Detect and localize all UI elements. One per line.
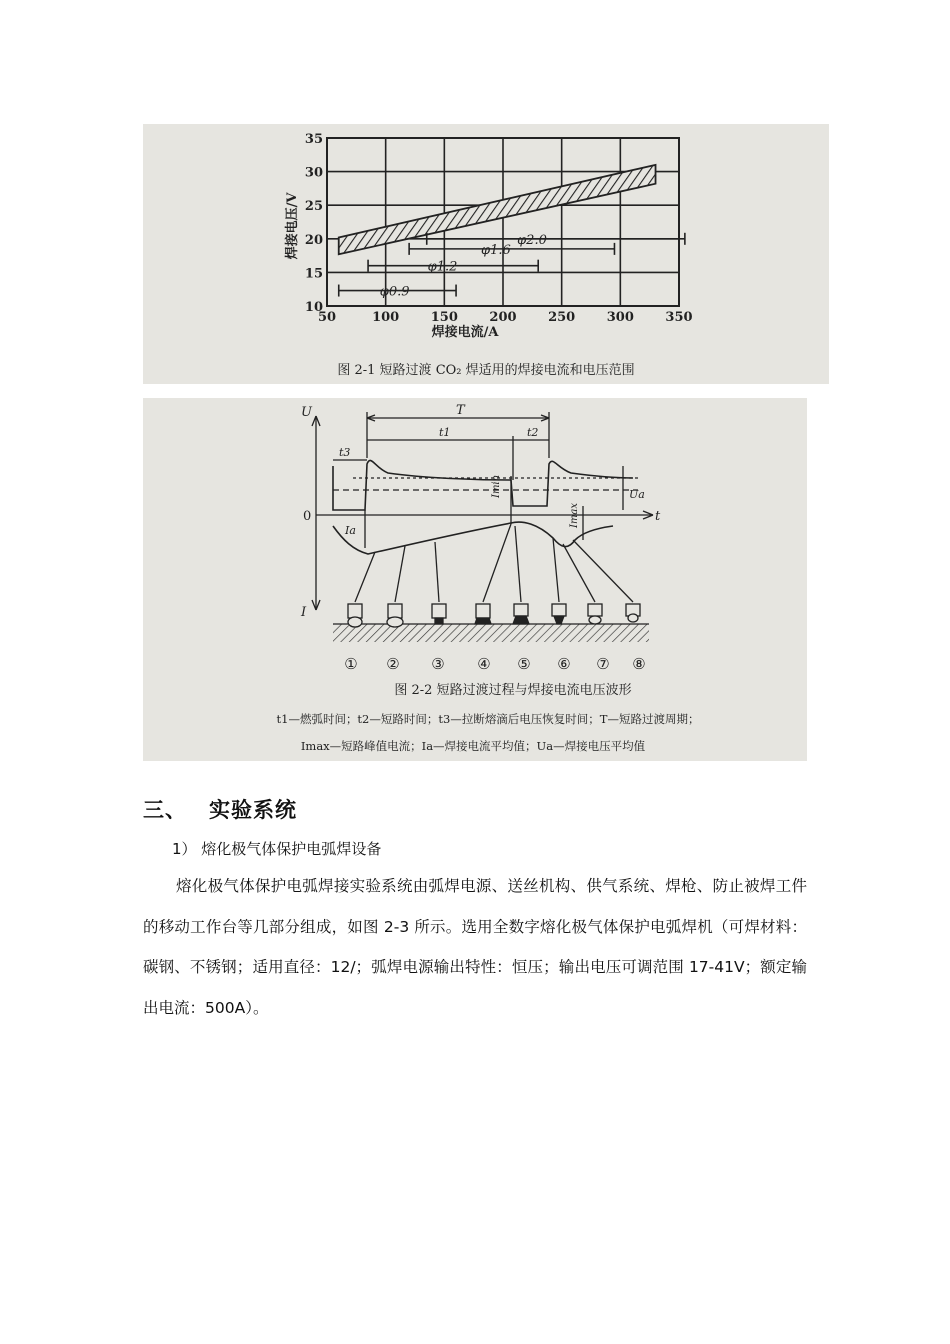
x-tick-label: 50 bbox=[317, 310, 337, 325]
x-tick-label: 200 bbox=[489, 310, 517, 325]
y-tick-label: 35 bbox=[304, 132, 323, 147]
label-t1: t1 bbox=[439, 426, 451, 439]
body-paragraph: 熔化极气体保护电弧焊接实验系统由弧焊电源、送丝机构、供气系统、焊枪、防止被焊工件的移动工作台等几部分组成，如图 2-3 所示。选用全数字熔化极气体保护电弧焊机（可焊材料：碳钢、不锈钢；适用直径：12/；弧焊电源输出特性：恒压；输出电压可调范围 17-41V；额定输出电流：500A）。 bbox=[143, 877, 807, 1017]
droplet-2 bbox=[387, 617, 403, 627]
label-ia: Ia bbox=[345, 524, 356, 537]
y-tick-label: 15 bbox=[304, 266, 323, 282]
figure-2-2 bbox=[143, 398, 807, 761]
circled-number-7: ⑦ bbox=[596, 655, 610, 673]
circled-number-8: ⑧ bbox=[632, 655, 646, 673]
circled-number-6: ⑥ bbox=[557, 655, 571, 673]
droplet-6 bbox=[554, 616, 564, 624]
label-i: I bbox=[301, 605, 307, 620]
label-ua: Ua bbox=[629, 488, 645, 501]
workpiece-plate bbox=[333, 624, 649, 642]
x-tick-label: 100 bbox=[372, 310, 400, 325]
figure-caption: 图 2-1 短路过渡 CO₂ 焊适用的焊接电流和电压范围 bbox=[337, 363, 635, 378]
label-t-axis: t bbox=[655, 509, 661, 524]
waveform-diagram bbox=[143, 398, 807, 761]
circled-number-2: ② bbox=[386, 655, 400, 673]
section-title: 实验系统 bbox=[209, 798, 297, 822]
x-tick-label: 350 bbox=[665, 310, 693, 325]
label-period: T bbox=[456, 403, 465, 418]
torch-2 bbox=[388, 604, 402, 618]
droplet-3 bbox=[435, 618, 443, 624]
y-tick-label: 25 bbox=[304, 199, 323, 215]
circled-number-3: ③ bbox=[431, 655, 445, 673]
torch-3 bbox=[432, 604, 446, 618]
section-number: 三、 bbox=[143, 798, 187, 822]
y-tick-label: 30 bbox=[304, 165, 323, 181]
droplet-7 bbox=[589, 616, 601, 624]
droplet-1 bbox=[348, 617, 362, 627]
y-axis-label: 焊接电压/V bbox=[285, 192, 300, 260]
y-tick-label: 20 bbox=[304, 232, 323, 248]
droplet-5 bbox=[513, 616, 529, 624]
figure-caption: 图 2-2 短路过渡过程与焊接电流电压波形 bbox=[394, 683, 632, 698]
label-t3: t3 bbox=[339, 446, 351, 459]
torch-1 bbox=[348, 604, 362, 618]
legend-line-2: Imax—短路峰值电流；Ia—焊接电流平均值；Ua—焊接电压平均值 bbox=[300, 739, 646, 753]
droplet-8 bbox=[628, 614, 638, 622]
y-tick-label: 10 bbox=[304, 300, 323, 315]
figure-2-1-chart bbox=[143, 124, 829, 384]
range-label: φ1.2 bbox=[427, 259, 458, 275]
torch-7 bbox=[588, 604, 602, 616]
figure-2-1 bbox=[143, 124, 829, 384]
x-axis-label: 焊接电流/A bbox=[431, 325, 499, 340]
subsection-heading: 1） 熔化极气体保护电弧焊设备 bbox=[172, 840, 382, 858]
circled-number-5: ⑤ bbox=[517, 655, 531, 673]
circled-number-4: ④ bbox=[477, 655, 491, 673]
range-label: φ0.9 bbox=[379, 284, 410, 300]
range-label: φ1.6 bbox=[481, 242, 511, 258]
label-zero: 0 bbox=[303, 509, 312, 524]
torch-6 bbox=[552, 604, 566, 616]
x-tick-label: 300 bbox=[606, 310, 634, 325]
label-t2: t2 bbox=[527, 426, 539, 439]
label-imax: Imax bbox=[569, 502, 580, 528]
x-tick-label: 250 bbox=[548, 310, 576, 325]
label-imin: Imin bbox=[491, 474, 502, 498]
torch-4 bbox=[476, 604, 490, 618]
legend-line-1: t1—燃弧时间；t2—短路时间；t3—拉断熔滴后电压恢复时间；T—短路过渡周期； bbox=[276, 712, 700, 726]
torch-5 bbox=[514, 604, 528, 616]
droplet-4 bbox=[475, 618, 491, 624]
label-u: U bbox=[301, 405, 312, 420]
section-heading bbox=[143, 794, 297, 824]
x-tick-label: 150 bbox=[430, 310, 458, 325]
range-label: φ2.0 bbox=[517, 232, 547, 248]
circled-number-1: ① bbox=[344, 655, 358, 673]
voltage-waveform bbox=[333, 460, 633, 510]
